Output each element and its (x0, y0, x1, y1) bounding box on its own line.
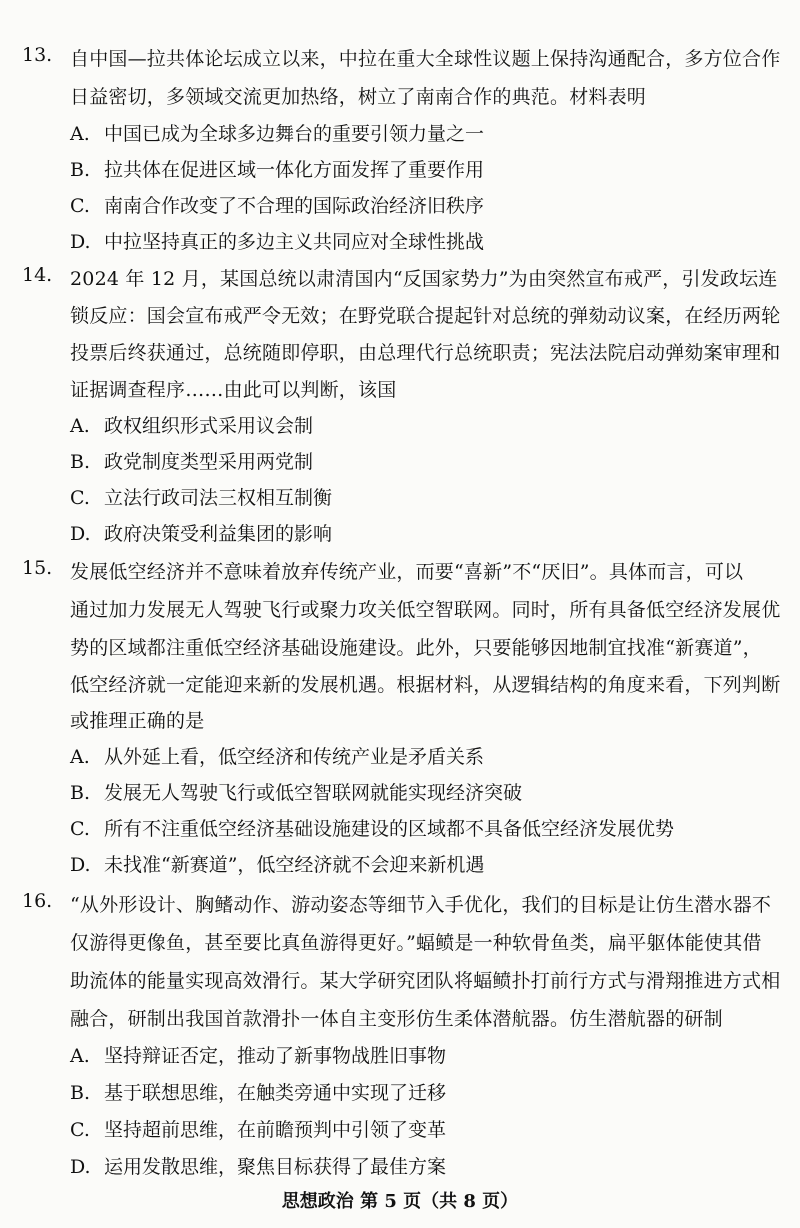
option-label: A. (70, 746, 90, 768)
option-text: 南南合作改变了不合理的国际政治经济旧秩序 (104, 195, 485, 217)
option-text: 政府决策受利益集团的影响 (104, 523, 333, 545)
option-d (70, 227, 484, 254)
option-label: C. (70, 487, 90, 509)
option-text: 坚持超前思维，在前瞻预判中引领了变革 (104, 1119, 447, 1141)
option-a (70, 119, 484, 146)
question-stem-line: 证据调查程序……由此可以判断，该国 (70, 379, 397, 401)
option-b (70, 778, 522, 805)
question-stem-line: 势的区域都注重低空经济基础设施建设。此外，只要能够因地制宜找准“新赛道”， (70, 637, 762, 659)
question-stem-line: 低空经济就一定能迎来新的发展机遇。根据材料，从逻辑结构的角度来看，下列判断 (70, 674, 781, 696)
question-stem-line: 融合，研制出我国首款滑扑一体自主变形仿生柔体潜航器。仿生潜航器的研制 (70, 1008, 723, 1030)
option-c (70, 483, 332, 510)
option-text: 运用发散思维，聚焦目标获得了最佳方案 (104, 1156, 447, 1178)
question-stem-line: 仅游得更像鱼，甚至要比真鱼游得更好。”蝠鲼是一种软骨鱼类，扁平躯体能使其借 (70, 932, 762, 954)
option-text: 中国已成为全球多边舞台的重要引领力量之一 (104, 123, 485, 145)
question-stem-line: 通过加力发展无人驾驶飞行或聚力攻关低空智联网。同时，所有具备低空经济发展优 (70, 599, 781, 621)
option-text: 发展无人驾驶飞行或低空智联网就能实现经济突破 (104, 782, 523, 804)
option-label: B. (70, 1082, 91, 1104)
option-a (70, 742, 484, 769)
question-number: 13. (22, 44, 53, 66)
option-b (70, 447, 313, 474)
option-label: B. (70, 451, 91, 473)
option-d (70, 1152, 446, 1179)
option-text: 未找准“新赛道”，低空经济就不会迎来新机遇 (104, 854, 485, 876)
option-b (70, 1078, 446, 1105)
option-label: C. (70, 195, 90, 217)
question-stem-line: 2024 年 12 月，某国总统以肃清国内“反国家势力”为由突然宣布戒严，引发政坛连 (70, 268, 778, 290)
option-a (70, 411, 313, 438)
option-label: B. (70, 782, 91, 804)
option-c (70, 191, 484, 218)
option-text: 从外延上看，低空经济和传统产业是矛盾关系 (104, 746, 485, 768)
option-label: C. (70, 1119, 90, 1141)
option-text: 拉共体在促进区域一体化方面发挥了重要作用 (104, 159, 485, 181)
option-text: 所有不注重低空经济基础设施建设的区域都不具备低空经济发展优势 (104, 818, 675, 840)
question-number: 15. (22, 557, 53, 579)
option-c (70, 1115, 446, 1142)
option-b (70, 155, 484, 182)
option-label: D. (70, 1156, 91, 1178)
question-number: 14. (22, 264, 53, 286)
option-a (70, 1041, 446, 1068)
question-stem-line: 日益密切，多领域交流更加热络，树立了南南合作的典范。材料表明 (70, 86, 647, 108)
option-d (70, 519, 332, 546)
option-label: A. (70, 1045, 90, 1067)
option-d (70, 850, 484, 877)
page-footer: 思想政治 第 5 页（共 8 页） (281, 1191, 519, 1212)
option-text: 中拉坚持真正的多边主义共同应对全球性挑战 (104, 231, 485, 253)
option-label: D. (70, 854, 91, 876)
option-label: C. (70, 818, 90, 840)
option-text: 政权组织形式采用议会制 (104, 415, 314, 437)
question-stem-line: 助流体的能量实现高效滑行。某大学研究团队将蝠鲼扑打前行方式与滑翔推进方式相 (70, 970, 781, 992)
question-stem-line: “从外形设计、胸鳍动作、游动姿态等细节入手优化，我们的目标是让仿生潜水器不 (70, 894, 772, 916)
option-text: 坚持辩证否定，推动了新事物战胜旧事物 (104, 1045, 447, 1067)
option-c (70, 814, 674, 841)
option-label: D. (70, 231, 91, 253)
option-label: B. (70, 159, 91, 181)
question-stem-line: 投票后终获通过，总统随即停职，由总理代行总统职责；宪法法院启动弹劾案审理和 (70, 342, 781, 364)
option-label: A. (70, 415, 90, 437)
question-number: 16. (22, 890, 53, 912)
question-stem-line: 锁反应：国会宣布戒严令无效；在野党联合提起针对总统的弹劾动议案，在经历两轮 (70, 305, 781, 327)
option-text: 政党制度类型采用两党制 (104, 451, 314, 473)
option-label: D. (70, 523, 91, 545)
option-text: 基于联想思维，在触类旁通中实现了迁移 (104, 1082, 447, 1104)
option-text: 立法行政司法三权相互制衡 (104, 487, 333, 509)
question-stem-line: 发展低空经济并不意味着放弃传统产业，而要“喜新”不“厌旧”。具体而言，可以 (70, 561, 744, 583)
question-stem-line: 自中国—拉共体论坛成立以来，中拉在重大全球性议题上保持沟通配合，多方位合作 (70, 48, 781, 70)
question-stem-line: 或推理正确的是 (70, 710, 205, 732)
option-label: A. (70, 123, 90, 145)
